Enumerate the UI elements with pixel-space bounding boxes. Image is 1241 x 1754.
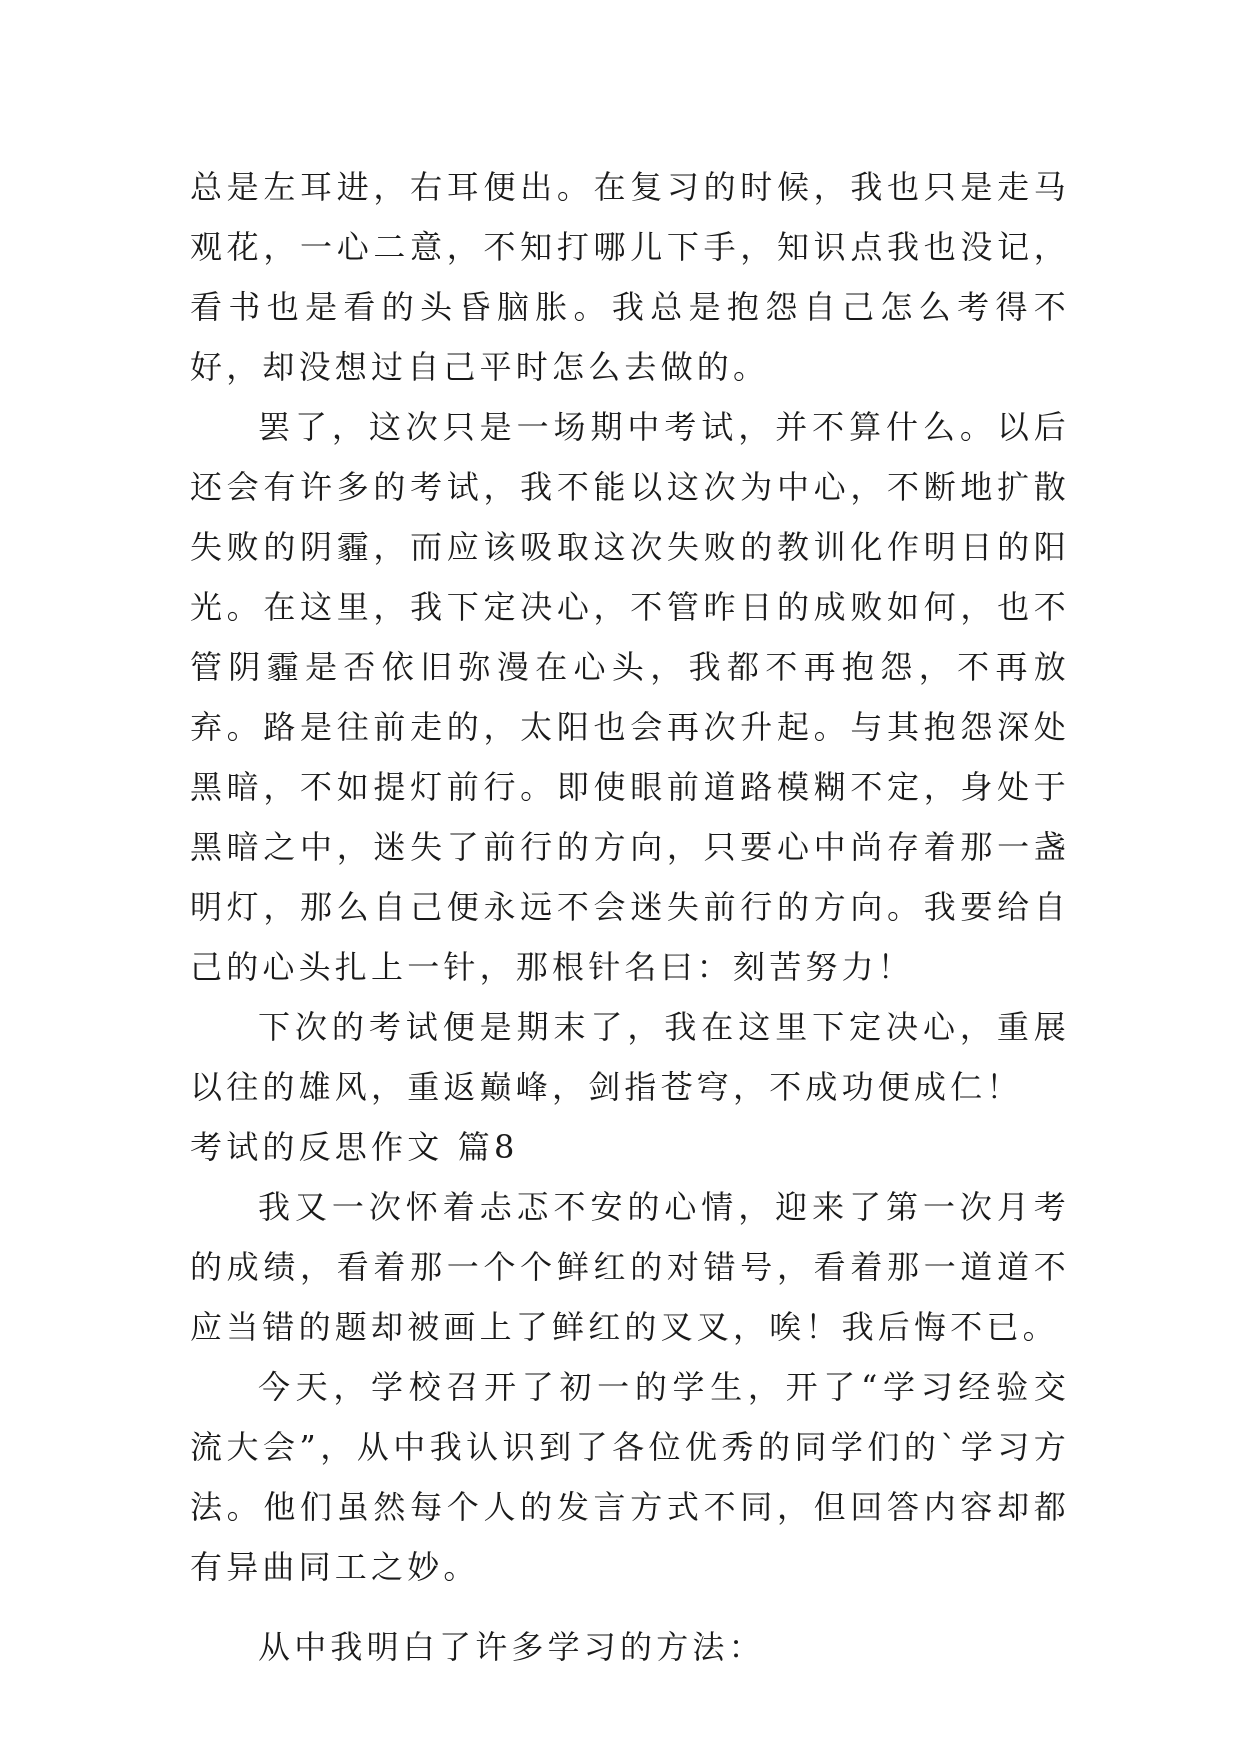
paragraph-spacer [190,1597,1070,1617]
paragraph-meeting: 今天，学校召开了初一的学生，开了“学习经验交流大会”，从中我认识到了各位优秀的同学们的`学习方法。他们虽然每个人的发言方式不同，但回答内容却都有异曲同工之妙。 [190,1368,1070,1586]
paragraph-monthly-exam: 我又一次怀着忐忑不安的心情，迎来了第一次月考的成绩，看着那一个个鲜红的对错号，看着那一道道不应当错的题却被画上了鲜红的叉叉，唉！我后悔不已。 [190,1188,1070,1346]
paragraph-resolution: 罢了，这次只是一场期中考试，并不算什么。以后还会有许多的考试，我不能以这次为中心，不断地扩散失败的阴霾，而应该吸取这次失败的教训化作明日的阳光。在这里，我下定决心，不管昨日的成败如何，也不管阴霾是否依旧弥漫在心头，我都不再抱怨，不再放弃。路是往前走的，太阳也会再次升起。与其抱怨深处黑暗，不如提灯前行。即使眼前道路模糊不定，身处于黑暗之中，迷失了前行的方向，只要心中尚存着那一盏明灯，那么自己便永远不会迷失前行的方向。我要给自己的心头扎上一针，那根针名曰：刻苦努力！ [190,408,1070,986]
paragraph-methods: 从中我明白了许多学习的方法： [258,1628,765,1666]
section-heading: 考试的反思作文 篇8 [190,1128,519,1166]
paragraph-continued: 总是左耳进，右耳便出。在复习的时候，我也只是走马观花，一心二意，不知打哪儿下手，知识点我也没记，看书也是看的头昏脑胀。我总是抱怨自己怎么考得不好，却没想过自己平时怎么去做的。 [190,168,1070,386]
document-body [190,157,1070,1677]
paragraph-final-exam: 下次的考试便是期末了，我在这里下定决心，重展以往的雄风，重返巅峰，剑指苍穹，不成功便成仁！ [190,1008,1070,1106]
